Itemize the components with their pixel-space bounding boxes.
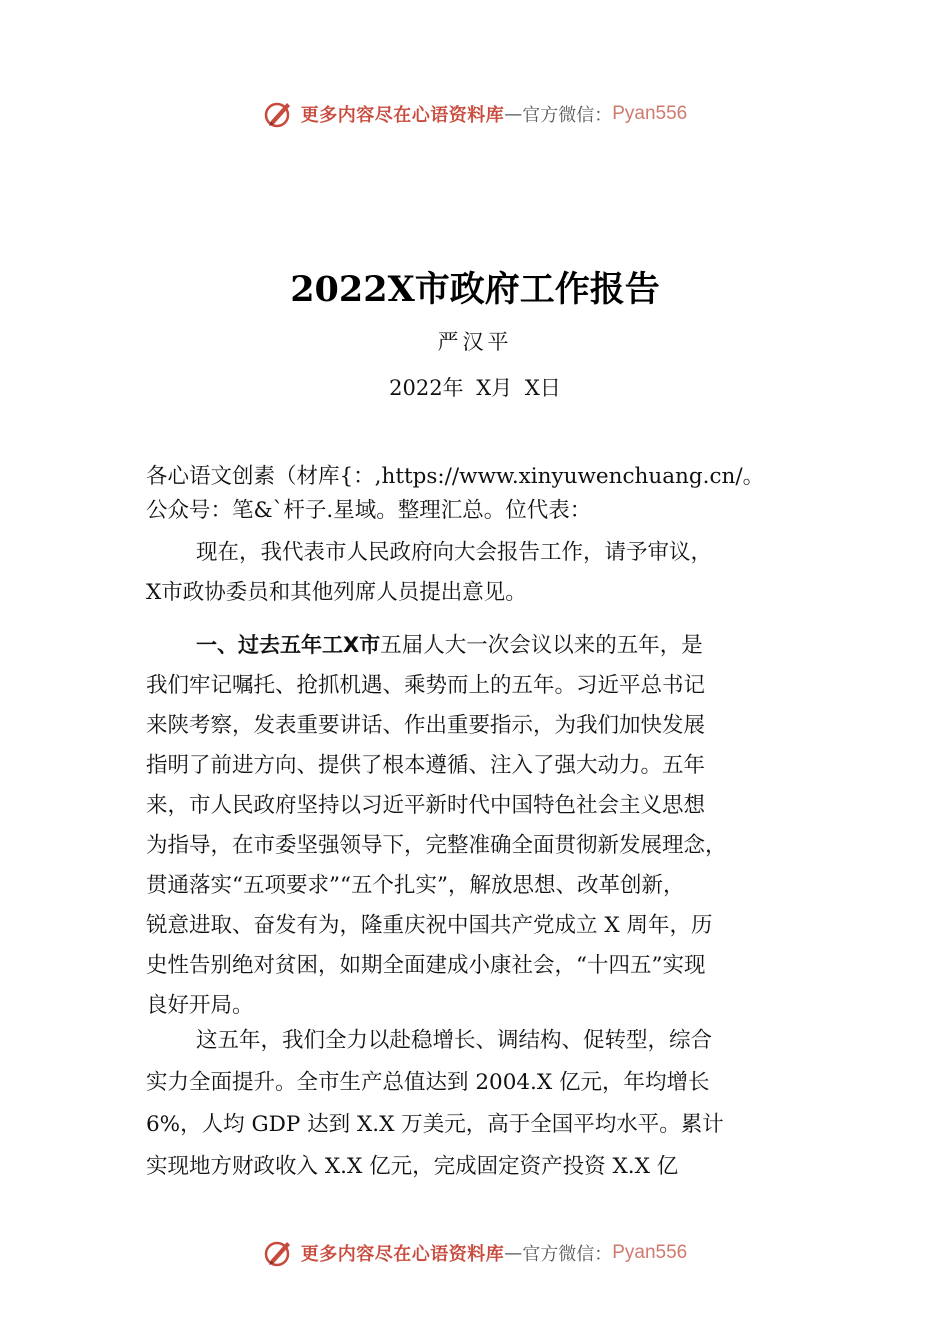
document-title: 2022X市政府工作报告: [290, 269, 660, 310]
paragraph-line: 指明了前进方向、提供了根本遵循、注入了强大动力。五年: [146, 753, 706, 778]
paragraph-line: [146, 625, 816, 666]
paragraph-economy: [146, 1020, 816, 1188]
paragraph-line: 良好开局。: [146, 993, 254, 1018]
document-author: 严汉平: [437, 330, 513, 354]
paragraph-line: 我们牢记嘱托、抢抓机遇、乘势而上的五年。习近平总书记: [146, 673, 706, 698]
footer-banner: [0, 1233, 950, 1273]
document-date: 2022年 X月 X日: [389, 376, 561, 400]
paragraph-line: 来陕考察，发表重要讲话、作出重要指示，为我们加快发展: [146, 713, 706, 738]
banner-main-text: 更多内容尽在心语资料库: [300, 105, 505, 126]
paragraph-line: 来，市人民政府坚持以习近平新时代中国特色社会主义思想: [146, 793, 706, 818]
paragraph-line: 这五年，我们全力以赴稳增长、调结构、促转型，综合: [196, 1028, 713, 1053]
banner-wechat-label: 官方微信：: [522, 1244, 613, 1265]
salutation-line: 公众号：笔&`杆子.星域。整理汇总。位代表：: [146, 498, 592, 523]
pen-logo-icon: [263, 99, 293, 129]
paragraph-intro: [146, 533, 816, 613]
banner-wechat-id: Pyan556: [612, 103, 688, 124]
header-banner: [0, 94, 950, 134]
paragraph-line: X市政协委员和其他列席人员提出意见。: [146, 580, 527, 605]
paragraph-line: 为指导，在市委坚强领导下，完整准确全面贯彻新发展理念，: [146, 833, 727, 858]
section-heading: 一、过去五年工X市: [196, 633, 381, 657]
banner-main-text: 更多内容尽在心语资料库: [300, 1244, 505, 1265]
paragraph-line: 6%，人均 GDP 达到 X.X 万美元，高于全国平均水平。累计: [146, 1112, 724, 1137]
banner-separator: —: [504, 1242, 523, 1264]
paragraph-line-rest: 五届人大一次会议以来的五年，是: [380, 633, 703, 658]
paragraph-line: 锐意进取、奋发有为，隆重庆祝中国共产党成立 X 周年，历: [146, 913, 713, 938]
paragraph-review: [146, 625, 816, 1026]
banner-wechat-id: Pyan556: [612, 1242, 688, 1263]
paragraph-line: 史性告别绝对贫困，如期全面建成小康社会，“十四五”实现: [146, 953, 706, 978]
salutation-line: 各心语文创素（材库{：,https://www.xinyuwenchuang.cn/。: [146, 464, 765, 489]
banner-separator: —: [504, 103, 523, 125]
paragraph-line: 实力全面提升。全市生产总值达到 2004.X 亿元，年均增长: [146, 1070, 710, 1095]
pen-logo-icon: [263, 1238, 293, 1268]
banner-wechat-label: 官方微信：: [522, 105, 613, 126]
paragraph-line: 实现地方财政收入 X.X 亿元，完成固定资产投资 X.X 亿: [146, 1154, 679, 1179]
paragraph-line: 现在，我代表市人民政府向大会报告工作，请予审议，: [196, 540, 713, 565]
salutation: [146, 460, 816, 528]
paragraph-line: 贯通落实“五项要求”“五个扎实”，解放思想、改革创新，: [146, 873, 685, 898]
